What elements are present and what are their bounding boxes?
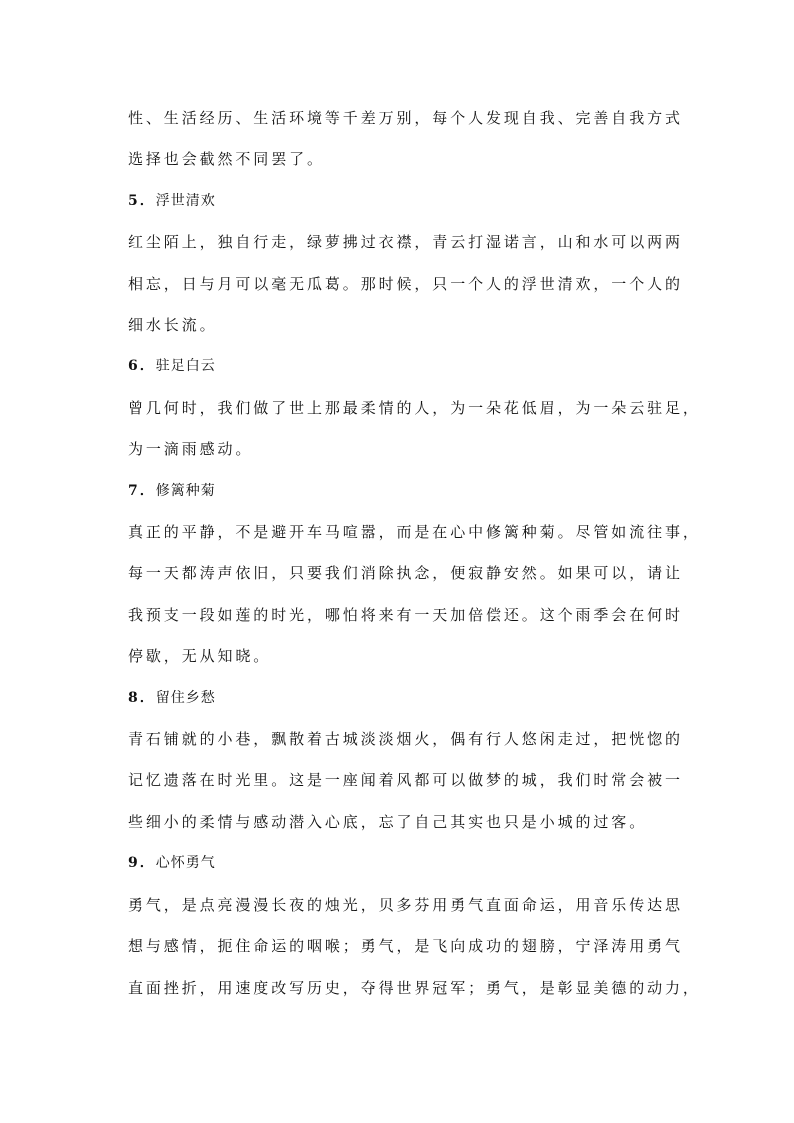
- section-title: 留住乡愁: [155, 690, 216, 706]
- paragraph-line: 些细小的柔情与感动潜入心底，忘了自己其实也只是小城的过客。: [128, 813, 648, 831]
- section-heading: [128, 480, 216, 502]
- section-title: 心怀勇气: [155, 855, 216, 871]
- paragraph-line: 每一天都涛声依旧，只要我们消除执念，便寂静安然。如果可以，请让: [128, 564, 683, 582]
- section-heading: [128, 852, 216, 874]
- section-title: 浮世清欢: [155, 193, 216, 209]
- paragraph-line: 为一滴雨感动。: [128, 440, 254, 458]
- section-heading: [128, 355, 216, 377]
- paragraph-line: 红尘陌上，独自行走，绿萝拂过衣襟，青云打湿诺言，山和水可以两两: [128, 233, 683, 251]
- section-number: 7．: [128, 483, 156, 499]
- paragraph-line: 停歇，无从知晓。: [128, 647, 272, 665]
- section-heading: [128, 687, 216, 709]
- section-title: 修篱种菊: [155, 483, 216, 499]
- section-number: 8．: [128, 690, 156, 706]
- section-heading: [128, 190, 216, 212]
- paragraph-line: 直面挫折，用速度改写历史，夺得世界冠军；勇气，是彰显美德的动力，: [128, 979, 701, 997]
- section-number: 5．: [128, 193, 156, 209]
- paragraph-line: 我预支一段如莲的时光，哪怕将来有一天加倍偿还。这个雨季会在何时: [128, 606, 683, 624]
- section-title: 驻足白云: [155, 358, 216, 374]
- paragraph-line: 想与感情，扼住命运的咽喉；勇气，是飞向成功的翅膀，宁泽涛用勇气: [128, 937, 683, 955]
- paragraph-line: 记忆遗落在时光里。这是一座闻着风都可以做梦的城，我们时常会被一: [128, 771, 683, 789]
- paragraph-line: 相忘，日与月可以毫无瓜葛。那时候，只一个人的浮世清欢，一个人的: [128, 275, 683, 293]
- paragraph-line: 性、生活经历、生活环境等千差万别，每个人发现自我、完善自我方式: [128, 109, 683, 127]
- section-number: 9．: [128, 855, 156, 871]
- paragraph-line: 选择也会截然不同罢了。: [128, 150, 325, 168]
- section-number: 6．: [128, 358, 156, 374]
- paragraph-line: 青石铺就的小巷，飘散着古城淡淡烟火，偶有行人悠闲走过，把恍惚的: [128, 730, 683, 748]
- paragraph-line: 真正的平静，不是避开车马喧嚣，而是在心中修篱种菊。尽管如流往事，: [128, 523, 701, 541]
- paragraph-line: 曾几何时，我们做了世上那最柔情的人，为一朵花低眉，为一朵云驻足，: [128, 399, 701, 417]
- paragraph-line: 勇气，是点亮漫漫长夜的烛光，贝多芬用勇气直面命运，用音乐传达思: [128, 896, 683, 914]
- paragraph-line: 细水长流。: [128, 316, 218, 334]
